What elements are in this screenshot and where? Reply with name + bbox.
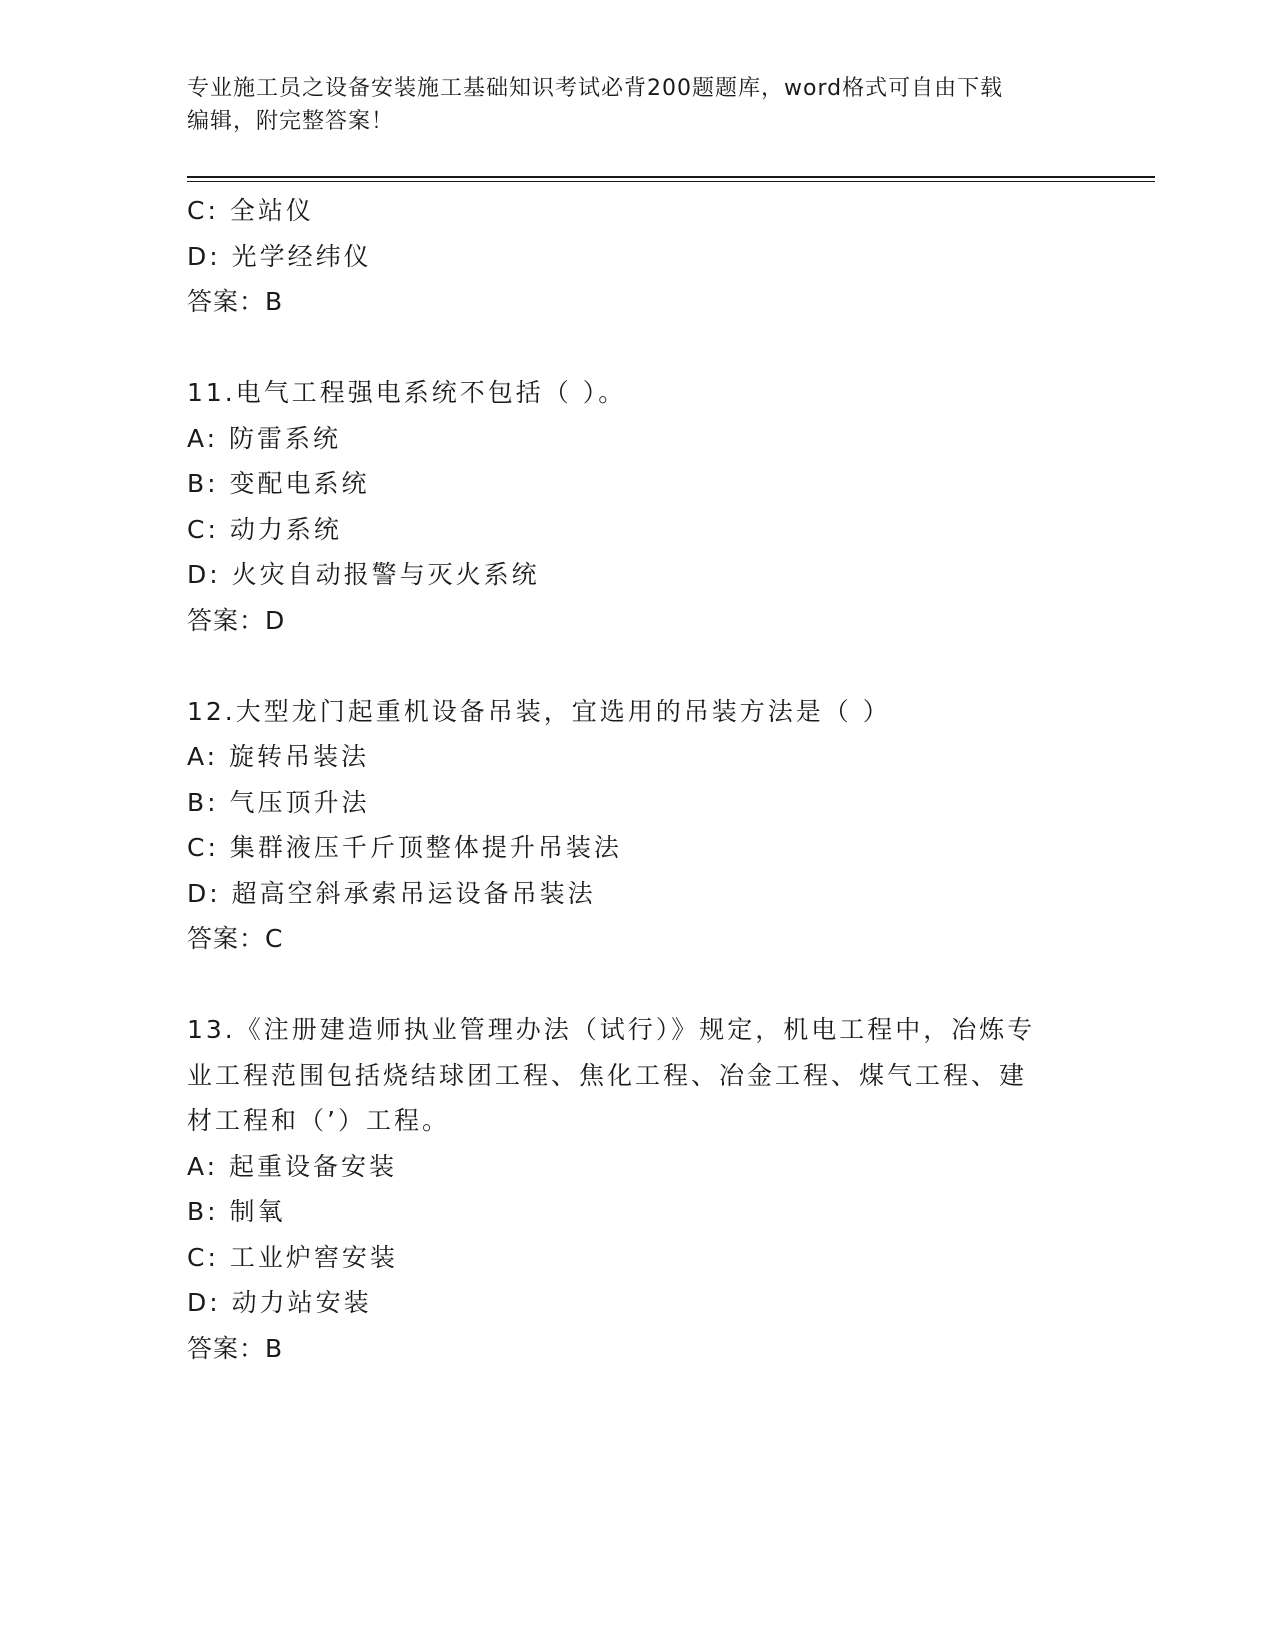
document-header [187, 72, 1067, 138]
spacer [187, 643, 1067, 689]
q11-option-d: D: 火灾自动报警与灭火系统 [187, 560, 540, 589]
q10-option-d: D: 光学经纬仪 [187, 241, 372, 271]
header-title-line-2: 编辑，附完整答案！ [187, 109, 395, 134]
q12-option-b: B: 气压顶升法 [187, 787, 370, 817]
question-list [187, 188, 1067, 1371]
q13-option-b: B: 制氧 [187, 1197, 286, 1226]
q13-option-d: D: 动力站安装 [187, 1288, 372, 1317]
q12-option-c: C: 集群液压千斤顶整体提升吊装法 [187, 833, 622, 862]
q12-option-d: D: 超高空斜承索吊运设备吊装法 [187, 878, 596, 908]
header-title-line-1: 专业施工员之设备安装施工基础知识考试必背200题题库，word格式可自由下载 [187, 76, 1004, 101]
spacer [187, 962, 1067, 1008]
q11-question: 11.电气工程强电系统不包括（ ）。 [187, 378, 627, 407]
q12-question: 12.大型龙门起重机设备吊装，宜选用的吊装方法是（ ） [187, 696, 891, 726]
q12-answer: 答案：C [187, 924, 284, 953]
q13-option-c: C: 工业炉窖安装 [187, 1242, 398, 1272]
q11-option-b: B: 变配电系统 [187, 469, 370, 498]
q11-option-c: C: 动力系统 [187, 514, 342, 544]
q10-answer: 答案：B [187, 287, 284, 316]
q13-option-a: A: 起重设备安装 [187, 1151, 398, 1181]
q13-question-line-3: 材工程和（’）工程。 [187, 1106, 450, 1135]
q13-question-line-2: 业工程范围包括烧结球团工程、焦化工程、冶金工程、煤气工程、建 [187, 1060, 1028, 1090]
q10-option-c: C: 全站仪 [187, 196, 314, 225]
q11-option-a: A: 防雷系统 [187, 423, 342, 453]
q13-question-line-1: 13.《注册建造师执业管理办法（试行）》规定，机电工程中，冶炼专 [187, 1015, 1036, 1044]
spacer [187, 325, 1067, 371]
q13-answer: 答案：B [187, 1333, 284, 1363]
header-divider [187, 176, 1155, 182]
q11-answer: 答案：D [187, 605, 286, 635]
q12-option-a: A: 旋转吊装法 [187, 742, 370, 771]
